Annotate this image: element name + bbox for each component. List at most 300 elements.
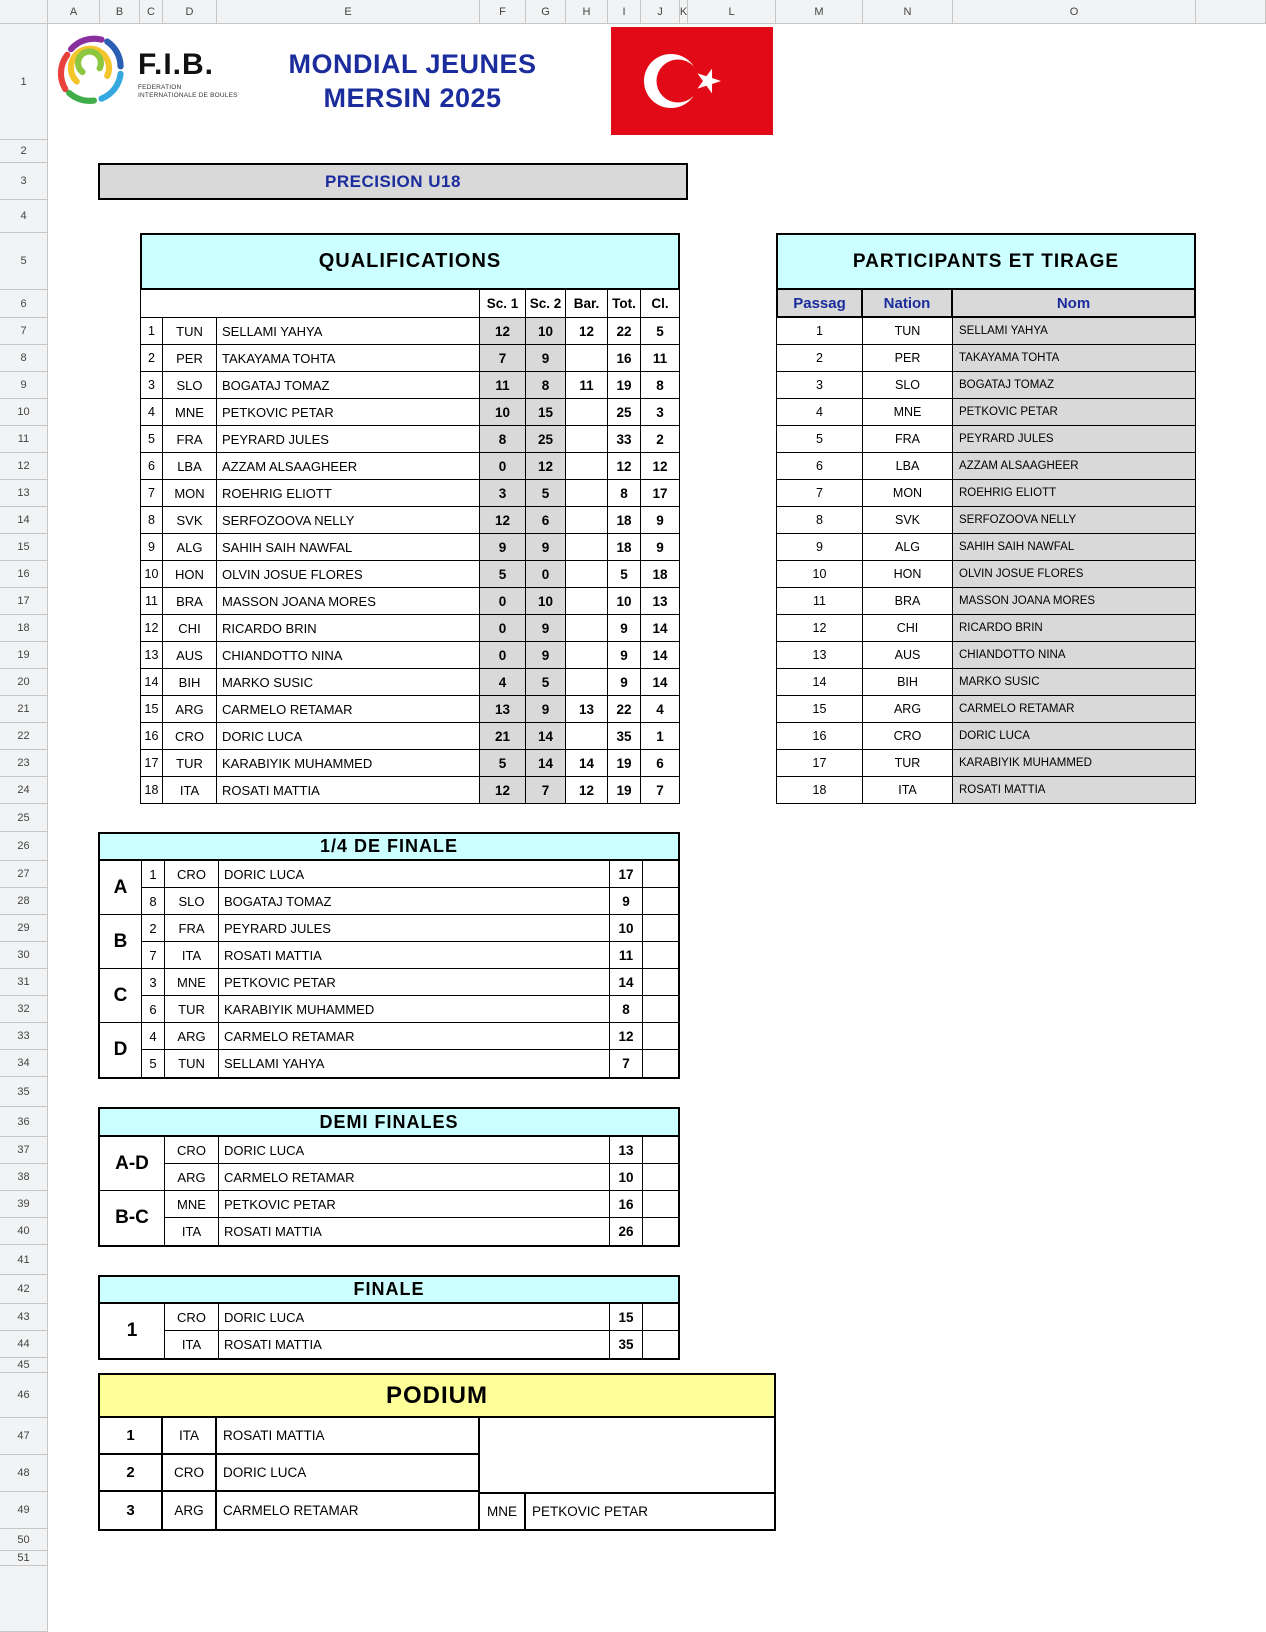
page-title[interactable] (240, 48, 585, 116)
player-name-cell[interactable]: RICARDO BRIN (217, 615, 480, 642)
score1-cell[interactable]: 8 (480, 426, 526, 453)
player-name-cell[interactable]: SERFOZOOVA NELLY (953, 507, 1196, 534)
bracket-label[interactable]: A (100, 861, 142, 915)
class-cell[interactable]: 6 (641, 750, 680, 777)
nation-cell[interactable]: CHI (163, 615, 217, 642)
score-cell[interactable]: 8 (610, 996, 643, 1023)
nation-cell[interactable]: ARG (163, 1492, 217, 1529)
barrage-cell[interactable] (566, 723, 608, 750)
row-header-37[interactable]: 37 (0, 1137, 48, 1164)
player-name-cell[interactable]: SERFOZOOVA NELLY (217, 507, 480, 534)
nation-cell[interactable]: ALG (163, 534, 217, 561)
row-header-23[interactable]: 23 (0, 750, 48, 777)
score1-cell[interactable]: 0 (480, 588, 526, 615)
total-cell[interactable]: 12 (608, 453, 641, 480)
nation-cell[interactable]: ITA (165, 1331, 219, 1358)
rank-cell[interactable]: 10 (140, 561, 163, 588)
barrage-cell[interactable]: 14 (566, 750, 608, 777)
player-name-cell[interactable]: CARMELO RETAMAR (219, 1164, 610, 1191)
barrage-cell[interactable]: 12 (566, 318, 608, 345)
score-cell[interactable]: 12 (610, 1023, 643, 1050)
nation-cell[interactable]: TUN (163, 318, 217, 345)
score-cell[interactable]: 14 (610, 969, 643, 996)
row-header-50[interactable]: 50 (0, 1529, 48, 1551)
score2-cell[interactable]: 9 (526, 615, 566, 642)
nation-cell[interactable]: MNE (163, 399, 217, 426)
score2-cell[interactable]: 5 (526, 669, 566, 696)
nation-cell[interactable]: MON (163, 480, 217, 507)
total-cell[interactable]: 18 (608, 534, 641, 561)
rank-cell[interactable]: 9 (140, 534, 163, 561)
col-header-cl[interactable]: Cl. (641, 290, 680, 318)
row-header-47[interactable]: 47 (0, 1418, 48, 1455)
score2-cell[interactable]: 10 (526, 318, 566, 345)
player-name-cell[interactable]: CARMELO RETAMAR (217, 1492, 480, 1529)
nation-cell[interactable]: SLO (163, 372, 217, 399)
semifinals-title[interactable]: DEMI FINALES (98, 1107, 680, 1137)
row-header-22[interactable]: 22 (0, 723, 48, 750)
player-name-cell[interactable]: TAKAYAMA TOHTA (217, 345, 480, 372)
nation-cell[interactable]: PER (863, 345, 953, 372)
column-header-F[interactable]: F (480, 0, 526, 24)
score1-cell[interactable]: 11 (480, 372, 526, 399)
nation-cell[interactable]: SLO (863, 372, 953, 399)
score2-cell[interactable]: 9 (526, 696, 566, 723)
score2-cell[interactable]: 12 (526, 453, 566, 480)
score-cell[interactable]: 9 (610, 888, 643, 915)
passag-cell[interactable]: 9 (776, 534, 863, 561)
col-header-passag[interactable]: Passag (776, 290, 863, 318)
row-header-14[interactable]: 14 (0, 507, 48, 534)
empty-cell[interactable] (643, 1218, 678, 1245)
rank-cell[interactable]: 12 (140, 615, 163, 642)
column-header-C[interactable]: C (140, 0, 163, 24)
player-name-cell[interactable]: ROSATI MATTIA (219, 1331, 610, 1358)
class-cell[interactable]: 1 (641, 723, 680, 750)
nation-cell[interactable]: ITA (163, 1418, 217, 1455)
nation-cell[interactable]: ARG (165, 1164, 219, 1191)
nation-cell[interactable]: CRO (165, 1137, 219, 1164)
nation-cell[interactable]: CRO (163, 723, 217, 750)
score-cell[interactable]: 35 (610, 1331, 643, 1358)
total-cell[interactable]: 22 (608, 318, 641, 345)
player-name-cell[interactable]: OLVIN JOSUE FLORES (217, 561, 480, 588)
row-header-48[interactable]: 48 (0, 1455, 48, 1492)
empty-cell[interactable] (643, 942, 678, 969)
nation-cell[interactable]: ARG (165, 1023, 219, 1050)
total-cell[interactable]: 9 (608, 669, 641, 696)
player-name-cell[interactable]: AZZAM ALSAAGHEER (217, 453, 480, 480)
column-header-M[interactable]: M (776, 0, 863, 24)
row-header-43[interactable]: 43 (0, 1304, 48, 1331)
score2-cell[interactable]: 6 (526, 507, 566, 534)
nation-cell[interactable]: ARG (163, 696, 217, 723)
player-name-cell[interactable]: ROSATI MATTIA (219, 1218, 610, 1245)
row-header-33[interactable]: 33 (0, 1023, 48, 1050)
nation-cell[interactable]: MNE (863, 399, 953, 426)
row-header-31[interactable]: 31 (0, 969, 48, 996)
row-header-41[interactable]: 41 (0, 1245, 48, 1275)
row-header-17[interactable]: 17 (0, 588, 48, 615)
row-header-51[interactable]: 51 (0, 1551, 48, 1566)
podium-title[interactable]: PODIUM (98, 1373, 776, 1418)
barrage-cell[interactable] (566, 480, 608, 507)
player-name-cell[interactable]: PETKOVIC PETAR (219, 969, 610, 996)
rank-cell[interactable]: 1 (140, 318, 163, 345)
row-header-20[interactable]: 20 (0, 669, 48, 696)
score1-cell[interactable]: 10 (480, 399, 526, 426)
passag-cell[interactable]: 17 (776, 750, 863, 777)
total-cell[interactable]: 35 (608, 723, 641, 750)
col-header-nom[interactable]: Nom (953, 290, 1196, 318)
score2-cell[interactable]: 7 (526, 777, 566, 804)
bracket-label[interactable]: D (100, 1023, 142, 1077)
rank-cell[interactable]: 18 (140, 777, 163, 804)
player-name-cell[interactable]: PEYRARD JULES (953, 426, 1196, 453)
empty-cell[interactable] (526, 1455, 774, 1492)
bracket-label[interactable]: C (100, 969, 142, 1023)
player-name-cell[interactable]: SAHIH SAIH NAWFAL (217, 534, 480, 561)
row-header-10[interactable]: 10 (0, 399, 48, 426)
row-header-39[interactable]: 39 (0, 1191, 48, 1218)
empty-cell[interactable] (643, 969, 678, 996)
nation-cell[interactable]: FRA (163, 426, 217, 453)
player-name-cell[interactable]: SELLAMI YAHYA (217, 318, 480, 345)
score1-cell[interactable]: 0 (480, 453, 526, 480)
nation-cell[interactable]: ARG (863, 696, 953, 723)
col-header-sc1[interactable]: Sc. 1 (480, 290, 526, 318)
seed-cell[interactable]: 1 (142, 861, 165, 888)
class-cell[interactable]: 14 (641, 642, 680, 669)
empty-cell[interactable] (643, 1331, 678, 1358)
empty-cell[interactable] (643, 1137, 678, 1164)
nation-cell[interactable]: TUR (165, 996, 219, 1023)
nation-cell[interactable]: ALG (863, 534, 953, 561)
player-name-cell[interactable]: SELLAMI YAHYA (953, 318, 1196, 345)
player-name-cell[interactable]: KARABIYIK MUHAMMED (219, 996, 610, 1023)
score-cell[interactable]: 15 (610, 1304, 643, 1331)
nation-cell[interactable]: ITA (863, 777, 953, 804)
player-name-cell[interactable]: KARABIYIK MUHAMMED (217, 750, 480, 777)
score1-cell[interactable]: 0 (480, 642, 526, 669)
column-header-A[interactable]: A (48, 0, 100, 24)
seed-cell[interactable]: 5 (142, 1050, 165, 1077)
nation-cell[interactable]: AUS (863, 642, 953, 669)
nation-cell[interactable]: ITA (165, 1218, 219, 1245)
nation-cell[interactable]: HON (863, 561, 953, 588)
rank-cell[interactable]: 11 (140, 588, 163, 615)
rank-cell[interactable]: 16 (140, 723, 163, 750)
total-cell[interactable]: 9 (608, 615, 641, 642)
passag-cell[interactable]: 13 (776, 642, 863, 669)
nation-cell[interactable]: AUS (163, 642, 217, 669)
total-cell[interactable]: 25 (608, 399, 641, 426)
row-header-13[interactable]: 13 (0, 480, 48, 507)
empty-cell[interactable] (643, 996, 678, 1023)
row-header-45[interactable]: 45 (0, 1358, 48, 1373)
nation-cell[interactable]: HON (163, 561, 217, 588)
total-cell[interactable]: 19 (608, 750, 641, 777)
passag-cell[interactable]: 5 (776, 426, 863, 453)
player-name-cell[interactable]: CHIANDOTTO NINA (217, 642, 480, 669)
place-cell[interactable]: 1 (100, 1418, 163, 1455)
quarterfinals-title[interactable]: 1/4 DE FINALE (98, 832, 680, 861)
nation-cell[interactable]: CHI (863, 615, 953, 642)
row-header-12[interactable]: 12 (0, 453, 48, 480)
player-name-cell[interactable]: OLVIN JOSUE FLORES (953, 561, 1196, 588)
player-name-cell[interactable]: KARABIYIK MUHAMMED (953, 750, 1196, 777)
passag-cell[interactable]: 2 (776, 345, 863, 372)
class-cell[interactable]: 17 (641, 480, 680, 507)
nation-cell[interactable]: SVK (163, 507, 217, 534)
finale-title[interactable]: FINALE (98, 1275, 680, 1304)
class-cell[interactable]: 18 (641, 561, 680, 588)
player-name-cell[interactable]: CARMELO RETAMAR (953, 696, 1196, 723)
row-header-16[interactable]: 16 (0, 561, 48, 588)
player-name-cell[interactable]: CARMELO RETAMAR (217, 696, 480, 723)
player-name-cell[interactable]: SAHIH SAIH NAWFAL (953, 534, 1196, 561)
score2-cell[interactable]: 14 (526, 750, 566, 777)
nation-cell[interactable]: ITA (163, 777, 217, 804)
rank-cell[interactable]: 2 (140, 345, 163, 372)
seed-cell[interactable]: 8 (142, 888, 165, 915)
column-header-O[interactable]: O (953, 0, 1196, 24)
rank-cell[interactable]: 3 (140, 372, 163, 399)
passag-cell[interactable]: 8 (776, 507, 863, 534)
player-name-cell[interactable]: ROEHRIG ELIOTT (217, 480, 480, 507)
participants-title[interactable]: PARTICIPANTS ET TIRAGE (776, 233, 1196, 290)
row-header-32[interactable]: 32 (0, 996, 48, 1023)
player-name-cell[interactable]: MASSON JOANA MORES (953, 588, 1196, 615)
passag-cell[interactable]: 4 (776, 399, 863, 426)
rank-cell[interactable]: 14 (140, 669, 163, 696)
player-name-cell[interactable]: MARKO SUSIC (953, 669, 1196, 696)
nation-cell[interactable]: SVK (863, 507, 953, 534)
col-header-bar[interactable]: Bar. (566, 290, 608, 318)
row-header-9[interactable]: 9 (0, 372, 48, 399)
score-cell[interactable]: 10 (610, 915, 643, 942)
score2-cell[interactable]: 9 (526, 642, 566, 669)
barrage-cell[interactable] (566, 399, 608, 426)
player-name-cell[interactable]: PETKOVIC PETAR (217, 399, 480, 426)
player-name-cell[interactable]: DORIC LUCA (219, 861, 610, 888)
barrage-cell[interactable] (566, 426, 608, 453)
nation-cell[interactable]: CRO (165, 1304, 219, 1331)
empty-cell[interactable] (643, 1050, 678, 1077)
player-name-cell[interactable]: MASSON JOANA MORES (217, 588, 480, 615)
player-name-cell[interactable]: DORIC LUCA (217, 1455, 480, 1492)
score1-cell[interactable]: 21 (480, 723, 526, 750)
row-header-4[interactable]: 4 (0, 200, 48, 233)
passag-cell[interactable]: 16 (776, 723, 863, 750)
passag-cell[interactable]: 12 (776, 615, 863, 642)
empty-cell[interactable] (643, 888, 678, 915)
row-header-11[interactable]: 11 (0, 426, 48, 453)
player-name-cell[interactable]: PETKOVIC PETAR (526, 1492, 774, 1529)
rank-cell[interactable]: 6 (140, 453, 163, 480)
class-cell[interactable]: 9 (641, 534, 680, 561)
rank-cell[interactable]: 5 (140, 426, 163, 453)
nation-cell[interactable]: FRA (165, 915, 219, 942)
passag-cell[interactable]: 15 (776, 696, 863, 723)
score2-cell[interactable]: 25 (526, 426, 566, 453)
class-cell[interactable]: 14 (641, 615, 680, 642)
seed-cell[interactable]: 2 (142, 915, 165, 942)
column-header-H[interactable]: H (566, 0, 608, 24)
nation-cell[interactable]: BIH (163, 669, 217, 696)
row-header-36[interactable]: 36 (0, 1107, 48, 1137)
seed-cell[interactable]: 4 (142, 1023, 165, 1050)
nation-cell[interactable]: TUR (163, 750, 217, 777)
barrage-cell[interactable] (566, 345, 608, 372)
barrage-cell[interactable] (566, 453, 608, 480)
rank-cell[interactable]: 17 (140, 750, 163, 777)
score-cell[interactable]: 16 (610, 1191, 643, 1218)
score2-cell[interactable]: 10 (526, 588, 566, 615)
row-header-38[interactable]: 38 (0, 1164, 48, 1191)
score2-cell[interactable]: 0 (526, 561, 566, 588)
nation-cell[interactable]: BRA (163, 588, 217, 615)
score1-cell[interactable]: 7 (480, 345, 526, 372)
row-header-26[interactable]: 26 (0, 832, 48, 861)
row-header-29[interactable]: 29 (0, 915, 48, 942)
row-header-46[interactable]: 46 (0, 1373, 48, 1418)
class-cell[interactable]: 7 (641, 777, 680, 804)
bracket-label[interactable]: A-D (100, 1137, 165, 1191)
row-header-1[interactable]: 1 (0, 24, 48, 140)
score1-cell[interactable]: 12 (480, 507, 526, 534)
score1-cell[interactable]: 12 (480, 318, 526, 345)
row-header-21[interactable]: 21 (0, 696, 48, 723)
class-cell[interactable]: 9 (641, 507, 680, 534)
score-cell[interactable]: 10 (610, 1164, 643, 1191)
player-name-cell[interactable]: DORIC LUCA (219, 1137, 610, 1164)
score1-cell[interactable]: 4 (480, 669, 526, 696)
total-cell[interactable]: 9 (608, 642, 641, 669)
passag-cell[interactable]: 7 (776, 480, 863, 507)
col-header-sc2[interactable]: Sc. 2 (526, 290, 566, 318)
row-header-19[interactable]: 19 (0, 642, 48, 669)
nation-cell[interactable]: LBA (863, 453, 953, 480)
player-name-cell[interactable]: PEYRARD JULES (217, 426, 480, 453)
nation-cell[interactable]: CRO (863, 723, 953, 750)
total-cell[interactable]: 18 (608, 507, 641, 534)
bracket-label[interactable]: B (100, 915, 142, 969)
bracket-label[interactable]: B-C (100, 1191, 165, 1245)
column-header-B[interactable]: B (100, 0, 140, 24)
empty-cell[interactable] (643, 1191, 678, 1218)
barrage-cell[interactable] (566, 588, 608, 615)
class-cell[interactable]: 4 (641, 696, 680, 723)
player-name-cell[interactable]: ROEHRIG ELIOTT (953, 480, 1196, 507)
player-name-cell[interactable]: BOGATAJ TOMAZ (217, 372, 480, 399)
nation-cell[interactable]: TUN (165, 1050, 219, 1077)
empty-cell[interactable] (643, 915, 678, 942)
nation-cell[interactable]: FRA (863, 426, 953, 453)
total-cell[interactable]: 22 (608, 696, 641, 723)
row-header-27[interactable]: 27 (0, 861, 48, 888)
bracket-label[interactable]: 1 (100, 1304, 165, 1358)
class-cell[interactable]: 3 (641, 399, 680, 426)
row-header-7[interactable]: 7 (0, 318, 48, 345)
row-header-30[interactable]: 30 (0, 942, 48, 969)
player-name-cell[interactable]: BOGATAJ TOMAZ (953, 372, 1196, 399)
column-header-J[interactable]: J (641, 0, 680, 24)
col-header-tot[interactable]: Tot. (608, 290, 641, 318)
player-name-cell[interactable]: DORIC LUCA (953, 723, 1196, 750)
seed-cell[interactable]: 3 (142, 969, 165, 996)
row-header-24[interactable]: 24 (0, 777, 48, 804)
row-header-25[interactable]: 25 (0, 804, 48, 832)
class-cell[interactable]: 5 (641, 318, 680, 345)
row-header-35[interactable]: 35 (0, 1077, 48, 1107)
player-name-cell[interactable]: RICARDO BRIN (953, 615, 1196, 642)
event-title[interactable]: PRECISION U18 (98, 163, 688, 200)
player-name-cell[interactable]: PETKOVIC PETAR (219, 1191, 610, 1218)
score2-cell[interactable]: 15 (526, 399, 566, 426)
rank-cell[interactable]: 15 (140, 696, 163, 723)
player-name-cell[interactable]: BOGATAJ TOMAZ (219, 888, 610, 915)
blank-header-cell[interactable] (140, 290, 480, 318)
barrage-cell[interactable]: 11 (566, 372, 608, 399)
place-cell[interactable]: 2 (100, 1455, 163, 1492)
empty-cell[interactable] (480, 1418, 526, 1455)
player-name-cell[interactable]: DORIC LUCA (219, 1304, 610, 1331)
score-cell[interactable]: 26 (610, 1218, 643, 1245)
player-name-cell[interactable]: ROSATI MATTIA (217, 777, 480, 804)
column-header-I[interactable]: I (608, 0, 641, 24)
player-name-cell[interactable]: ROSATI MATTIA (217, 1418, 480, 1455)
class-cell[interactable]: 2 (641, 426, 680, 453)
rank-cell[interactable]: 13 (140, 642, 163, 669)
nation-cell[interactable]: MNE (165, 969, 219, 996)
score-cell[interactable]: 13 (610, 1137, 643, 1164)
row-header-44[interactable]: 44 (0, 1331, 48, 1358)
nation-cell[interactable]: ITA (165, 942, 219, 969)
total-cell[interactable]: 5 (608, 561, 641, 588)
nation-cell[interactable]: CRO (163, 1455, 217, 1492)
empty-cell[interactable] (526, 1418, 774, 1455)
passag-cell[interactable]: 6 (776, 453, 863, 480)
player-name-cell[interactable]: SELLAMI YAHYA (219, 1050, 610, 1077)
player-name-cell[interactable]: ROSATI MATTIA (219, 942, 610, 969)
nation-cell[interactable]: TUN (863, 318, 953, 345)
barrage-cell[interactable] (566, 615, 608, 642)
seed-cell[interactable]: 7 (142, 942, 165, 969)
empty-cell[interactable] (480, 1455, 526, 1492)
player-name-cell[interactable]: PEYRARD JULES (219, 915, 610, 942)
row-header-40[interactable]: 40 (0, 1218, 48, 1245)
score-cell[interactable]: 11 (610, 942, 643, 969)
score2-cell[interactable]: 5 (526, 480, 566, 507)
barrage-cell[interactable] (566, 642, 608, 669)
class-cell[interactable]: 12 (641, 453, 680, 480)
row-header-34[interactable]: 34 (0, 1050, 48, 1077)
passag-cell[interactable]: 14 (776, 669, 863, 696)
player-name-cell[interactable]: MARKO SUSIC (217, 669, 480, 696)
row-header-18[interactable]: 18 (0, 615, 48, 642)
barrage-cell[interactable] (566, 669, 608, 696)
column-header-D[interactable]: D (163, 0, 217, 24)
passag-cell[interactable]: 3 (776, 372, 863, 399)
col-header-nation[interactable]: Nation (863, 290, 953, 318)
player-name-cell[interactable]: CHIANDOTTO NINA (953, 642, 1196, 669)
total-cell[interactable]: 8 (608, 480, 641, 507)
score-cell[interactable]: 7 (610, 1050, 643, 1077)
total-cell[interactable]: 19 (608, 777, 641, 804)
column-header-G[interactable]: G (526, 0, 566, 24)
row-header-49[interactable]: 49 (0, 1492, 48, 1529)
